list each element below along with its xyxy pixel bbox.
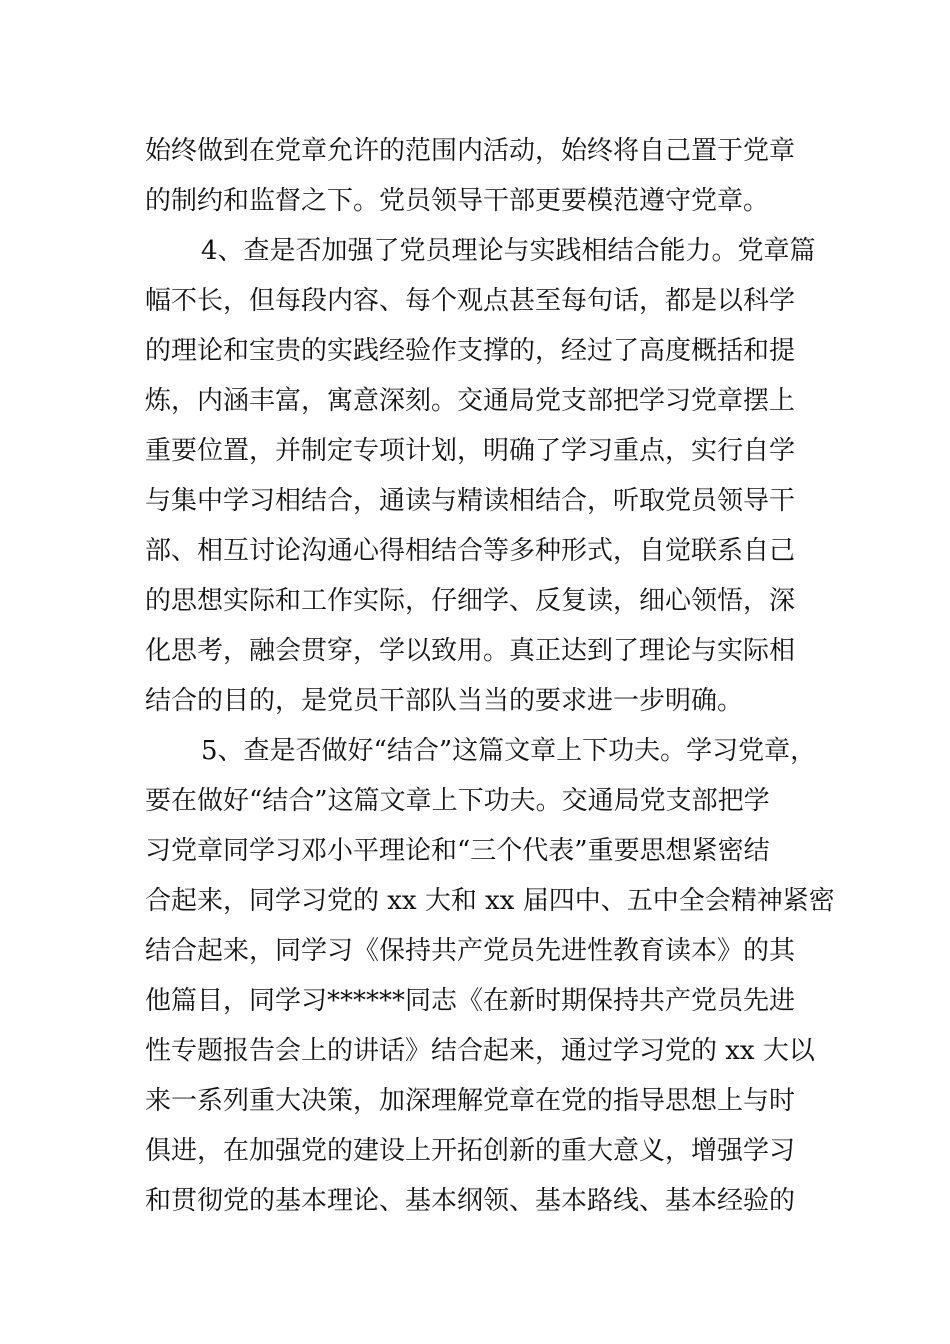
text-line: 俱进，在加强党的建设上开拓创新的重大意义，增强学习 (145, 1136, 796, 1166)
text-line: 重要位置，并制定专项计划，明确了学习重点，实行自学 (145, 436, 796, 466)
text-line: 幅不长，但每段内容、每个观点甚至每句话，都是以科学 (145, 286, 796, 316)
text-line: 结合的目的，是党员干部队当当的要求进一步明确。 (145, 686, 744, 716)
text-line: 性专题报告会上的讲话》结合起来，通过学习党的 xx 大以 (145, 1036, 815, 1066)
text-line: 合起来，同学习党的 xx 大和 xx 届四中、五中全会精神紧密 (145, 886, 835, 916)
text-line: 炼，内涵丰富，寓意深刻。交通局党支部把学习党章摆上 (145, 386, 796, 416)
text-line: 和贯彻党的基本理论、基本纲领、基本路线、基本经验的 (145, 1186, 796, 1216)
text-line: 的制约和监督之下。党员领导干部更要模范遵守党章。 (145, 186, 770, 216)
text-line: 的思想实际和工作实际，仔细学、反复读，细心领悟，深 (145, 586, 796, 616)
document-body (145, 126, 845, 1226)
paragraph-start-line: 4、查是否加强了党员理论与实践相结合能力。党章篇 (201, 236, 816, 266)
text-line: 始终做到在党章允许的范围内活动，始终将自己置于党章 (145, 136, 796, 166)
text-line: 要在做好“结合”这篇文章上下功夫。交通局党支部把学 (145, 786, 770, 816)
text-line: 的理论和宝贵的实践经验作支撑的，经过了高度概括和提 (145, 336, 796, 366)
text-line: 习党章同学习邓小平理论和“三个代表”重要思想紧密结 (145, 836, 770, 866)
text-line: 化思考，融会贯穿，学以致用。真正达到了理论与实际相 (145, 636, 796, 666)
text-line: 结合起来，同学习《保持共产党员先进性教育读本》的其 (145, 936, 796, 966)
text-line: 他篇目，同学习******同志《在新时期保持共产党员先进 (145, 986, 796, 1016)
text-line: 来一系列重大决策，加深理解党章在党的指导思想上与时 (145, 1086, 796, 1116)
text-line: 与集中学习相结合，通读与精读相结合，听取党员领导干 (145, 486, 796, 516)
text-line: 部、相互讨论沟通心得相结合等多种形式，自觉联系自己 (145, 536, 796, 566)
paragraph-start-line: 5、查是否做好“结合”这篇文章上下功夫。学习党章， (201, 736, 817, 766)
